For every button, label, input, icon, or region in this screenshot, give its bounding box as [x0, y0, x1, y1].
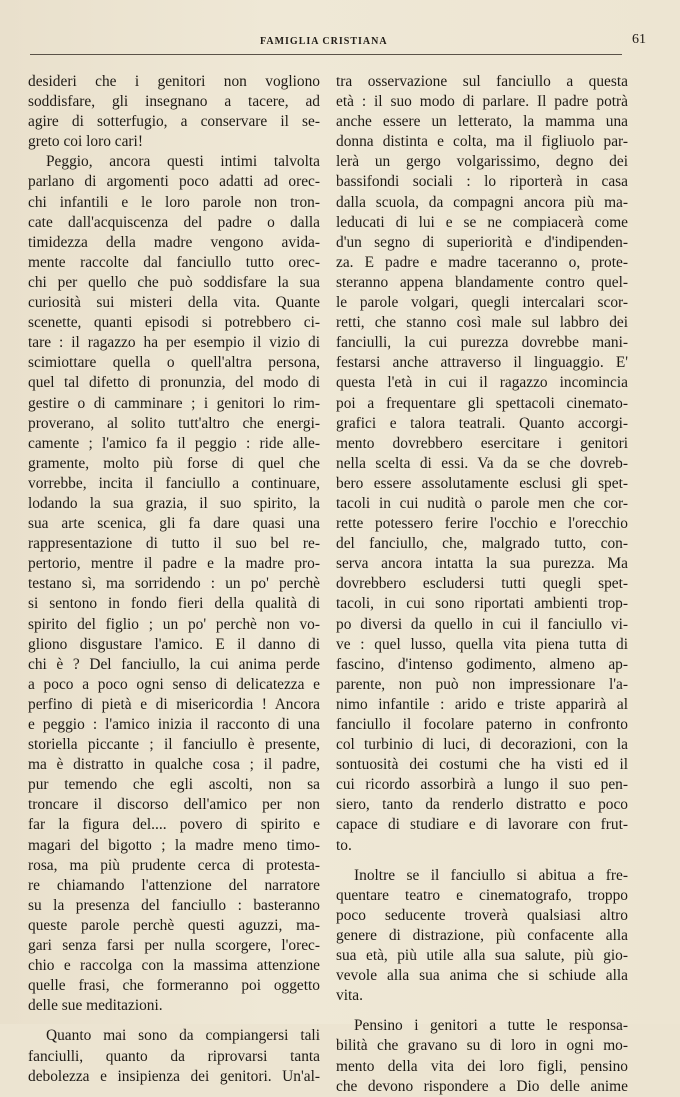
text-line: quel tal difetto di pronunzia, del modo di: [28, 374, 320, 392]
text-line: le parole volgari, quegli intercalari scor-: [336, 294, 628, 312]
text-line: chi infantili e le loro parole non tron-: [28, 193, 320, 211]
text-line: rappresentazione di tutto il suo bel re-: [28, 535, 320, 553]
text-line: vita.: [336, 987, 363, 1005]
text-line: gliono disgustare l'amico. E il danno di: [28, 635, 320, 653]
text-line: grafici e talora teatrali. Quanto accorgi-: [336, 414, 628, 432]
text-line: fanciullo il focolare paterno in confronto: [336, 716, 628, 733]
text-line: scimiottare quella o quell'altra persona,: [28, 354, 320, 372]
text-line: fanciulli, la cui purezza dovrebbe mani-: [336, 334, 628, 352]
text-line: Inoltre se il fanciullo si abitua a fre-: [354, 866, 628, 884]
paragraph-gap: [336, 856, 628, 866]
text-line: del fanciullo, che, malgrado tutto, con-: [336, 535, 628, 553]
text-line: pur temendo che egli ascolti, non sa: [28, 776, 320, 794]
text-line: spirito del figlio ; un po' perchè non vo-: [28, 615, 320, 633]
text-line: bilità che gravano su di loro in ogni mo-: [336, 1037, 628, 1055]
text-line: e peggio : l'amico inizia il racconto di una: [28, 716, 320, 733]
text-line: parente, non può non impressionare l'a-: [336, 675, 628, 693]
text-line: parlano di argomenti poco adatti ad orec-: [28, 173, 320, 191]
text-line: a poco a poco ogni senso di delicatezza e: [28, 675, 320, 693]
paragraph: [28, 72, 320, 152]
text-line: greto coi loro cari!: [28, 133, 143, 151]
text-line: lodando la sua grazia, il suo spirito, la: [28, 494, 320, 512]
text-line: mente raccolte dal fanciullo tutto orec-: [28, 253, 320, 271]
text-line: siero, tanto da renderlo distratto e poco: [336, 796, 628, 814]
text-line: dalla scuola, da compagni ancora più ma-: [336, 193, 628, 211]
text-line: agire di sotterfugio, a conservare il se-: [28, 113, 320, 131]
text-line: Pensino i genitori a tutte le responsa-: [354, 1017, 628, 1035]
text-line: perfino di pietà e di misericordia ! Ancora: [28, 695, 320, 713]
text-line: proverano, al solito tutt'altro che energi-: [28, 414, 320, 432]
text-line: tra osservazione sul fanciullo a questa: [336, 73, 628, 90]
text-line: queste parole perchè questi aguzzi, ma-: [28, 916, 320, 934]
text-line: scenette, quanti episodi si potrebbero ci-: [28, 314, 320, 332]
text-line: rette potessero ferire l'occhio e l'orecchio: [336, 515, 628, 533]
text-line: Quanto mai sono da compiangersi tali: [46, 1027, 320, 1045]
text-line: sua età, più utile alla sua salute, più gio-: [336, 947, 628, 965]
text-line: questa l'età in cui il ragazzo incomincia: [336, 374, 628, 392]
page-header: [30, 28, 646, 55]
text-line: dovrebbero escludersi tutti quegli spet-: [336, 575, 628, 593]
text-line: anche essere un letterato, la mamma una: [336, 113, 628, 131]
text-line: si sentono in fondo fieri della qualità di: [28, 595, 320, 613]
text-line: debolezza e insipienza dei genitori. Un'al-: [28, 1067, 320, 1085]
paragraph: [28, 1026, 320, 1086]
text-line: testano sì, ma sorridendo : un po' perchè: [28, 575, 320, 593]
text-line: nella scelta di essi. Va da se che dovreb-: [336, 454, 628, 472]
text-line: gramente, molto più forse di quel che: [28, 454, 320, 472]
text-line: curiosità sui misteri della vita. Quante: [28, 294, 320, 312]
text-line: poi a frequentare gli spettacoli cinemato-: [336, 394, 628, 412]
text-line: Peggio, ancora questi intimi talvolta: [46, 153, 320, 171]
text-line: quentare teatro e cinematografo, troppo: [336, 886, 628, 904]
text-line: quelle frasi, che formeranno poi oggetto: [28, 977, 320, 995]
paragraph: [336, 72, 628, 856]
text-line: fascino, d'intenso godimento, almeno ap-: [336, 655, 628, 673]
paragraph: [28, 152, 320, 1016]
text-line: età : il suo modo di parlare. Il padre potrà: [336, 93, 628, 111]
text-line: col turbinio di luci, di decorazioni, con la: [336, 736, 628, 754]
text-line: leducati di lui e se ne compiacerà come: [336, 213, 628, 231]
text-line: re chiamando l'attenzione del narratore: [28, 876, 320, 894]
text-line: bero essere assolutamente esclusi gli spet-: [336, 474, 628, 492]
text-line: nimo infantile : arido e triste apparirà al: [336, 695, 628, 713]
text-line: tacoli, in cui sono riportati ambienti trop-: [336, 595, 628, 613]
text-line: sontuosità dei costumi che ha visti ed il: [336, 756, 628, 774]
text-line: desideri che i genitori non vogliono: [28, 73, 320, 90]
right-column: [336, 72, 628, 1097]
text-line: d'un segno di superiorità e d'indipenden-: [336, 233, 628, 251]
running-head: FAMIGLIA CRISTIANA: [260, 36, 388, 47]
text-line: gestire o di camminare ; i genitori lo rim-: [28, 394, 320, 412]
text-line: capace di studiare e di lavorare con frut-: [336, 816, 628, 834]
text-line: serva ancora intatta la sua purezza. Ma: [336, 555, 628, 573]
text-line: magari del bigotto ; la madre meno timo-: [28, 836, 320, 854]
text-line: chi è ? Del fanciullo, la cui anima perde: [28, 655, 320, 673]
text-line: vevole alla sua anima che si schiude alla: [336, 967, 628, 985]
paragraph-gap: [28, 1016, 320, 1026]
page-number: 61: [632, 32, 646, 47]
text-line: rosa, ma più prudente cerca di protesta-: [28, 856, 320, 874]
text-line: mento della vita dei loro figli, pensino: [336, 1057, 628, 1075]
text-line: tare : il ragazzo ha per esempio il vizio di: [28, 334, 320, 352]
text-line: lerà un gergo volgarissimo, degno dei: [336, 153, 628, 171]
text-line: troncare il discorso dell'amico per non: [28, 796, 320, 814]
text-line: za. E padre e madre taceranno o, prote-: [336, 253, 628, 271]
text-line: retti, che stanno così male sul labbro dei: [336, 314, 628, 332]
text-line: che devono rispondere a Dio delle anime: [336, 1077, 628, 1095]
text-line: delle sue meditazioni.: [28, 997, 163, 1015]
text-line: su la presenza del fanciullo : basteranno: [28, 896, 320, 914]
text-line: po diversi da quello in cui il fanciullo vi-: [336, 615, 628, 633]
text-line: genere di distrazione, più confacente alla: [336, 926, 628, 944]
text-line: festarsi anche attraverso il linguaggio. E': [336, 354, 628, 372]
text-line: mento dovrebbero esercitare i genitori: [336, 434, 628, 452]
text-line: far la figura del.... povero di spirito e: [28, 816, 320, 834]
text-line: soddisfare, gli insegnano a tacere, ad: [28, 93, 320, 111]
left-column: [28, 72, 320, 1087]
text-line: tacoli in cui nudità o parole men che cor-: [336, 494, 628, 512]
text-line: camente ; l'amico fa il peggio : ride alle-: [28, 434, 320, 452]
paragraph: [336, 1016, 628, 1096]
text-line: poco seducente troverà qualsiasi altro: [336, 906, 628, 924]
text-line: cui ricordo assorbirà a lungo il suo pen-: [336, 776, 628, 794]
text-line: cate dall'acquiscenza del padre o dalla: [28, 213, 320, 231]
text-line: sua arte scenica, gli fa dare quasi una: [28, 515, 320, 533]
text-line: ma è distratto in qualche cosa ; il padre,: [28, 756, 320, 774]
text-line: to.: [336, 836, 352, 854]
text-line: storiella piccante ; il fanciullo è presente,: [28, 736, 320, 754]
text-line: donna distinta e colta, ma il figliuolo par-: [336, 133, 628, 151]
text-line: bassifondi sociali : lo riporterà in casa: [336, 173, 628, 191]
text-line: ve : quel lusso, quella vita piena tutta di: [336, 635, 628, 653]
text-line: timidezza della madre vengono avida-: [28, 233, 320, 251]
text-line: vorrebbe, incita il fanciullo a continuare,: [28, 474, 320, 492]
paragraph-gap: [336, 1006, 628, 1016]
paragraph: [336, 866, 628, 1007]
text-line: chi per quello che può soddisfare la sua: [28, 273, 320, 291]
text-line: gari senza farsi per nulla scorgere, l'orec-: [28, 937, 320, 955]
text-line: fanciulli, quanto da riprovarsi tanta: [28, 1047, 320, 1065]
text-line: chio e raccolga con la massima attenzione: [28, 957, 320, 975]
text-line: steranno appena blandamente contro quel-: [336, 273, 628, 291]
text-line: pertorio, mentre il padre e la madre pro-: [28, 555, 320, 573]
